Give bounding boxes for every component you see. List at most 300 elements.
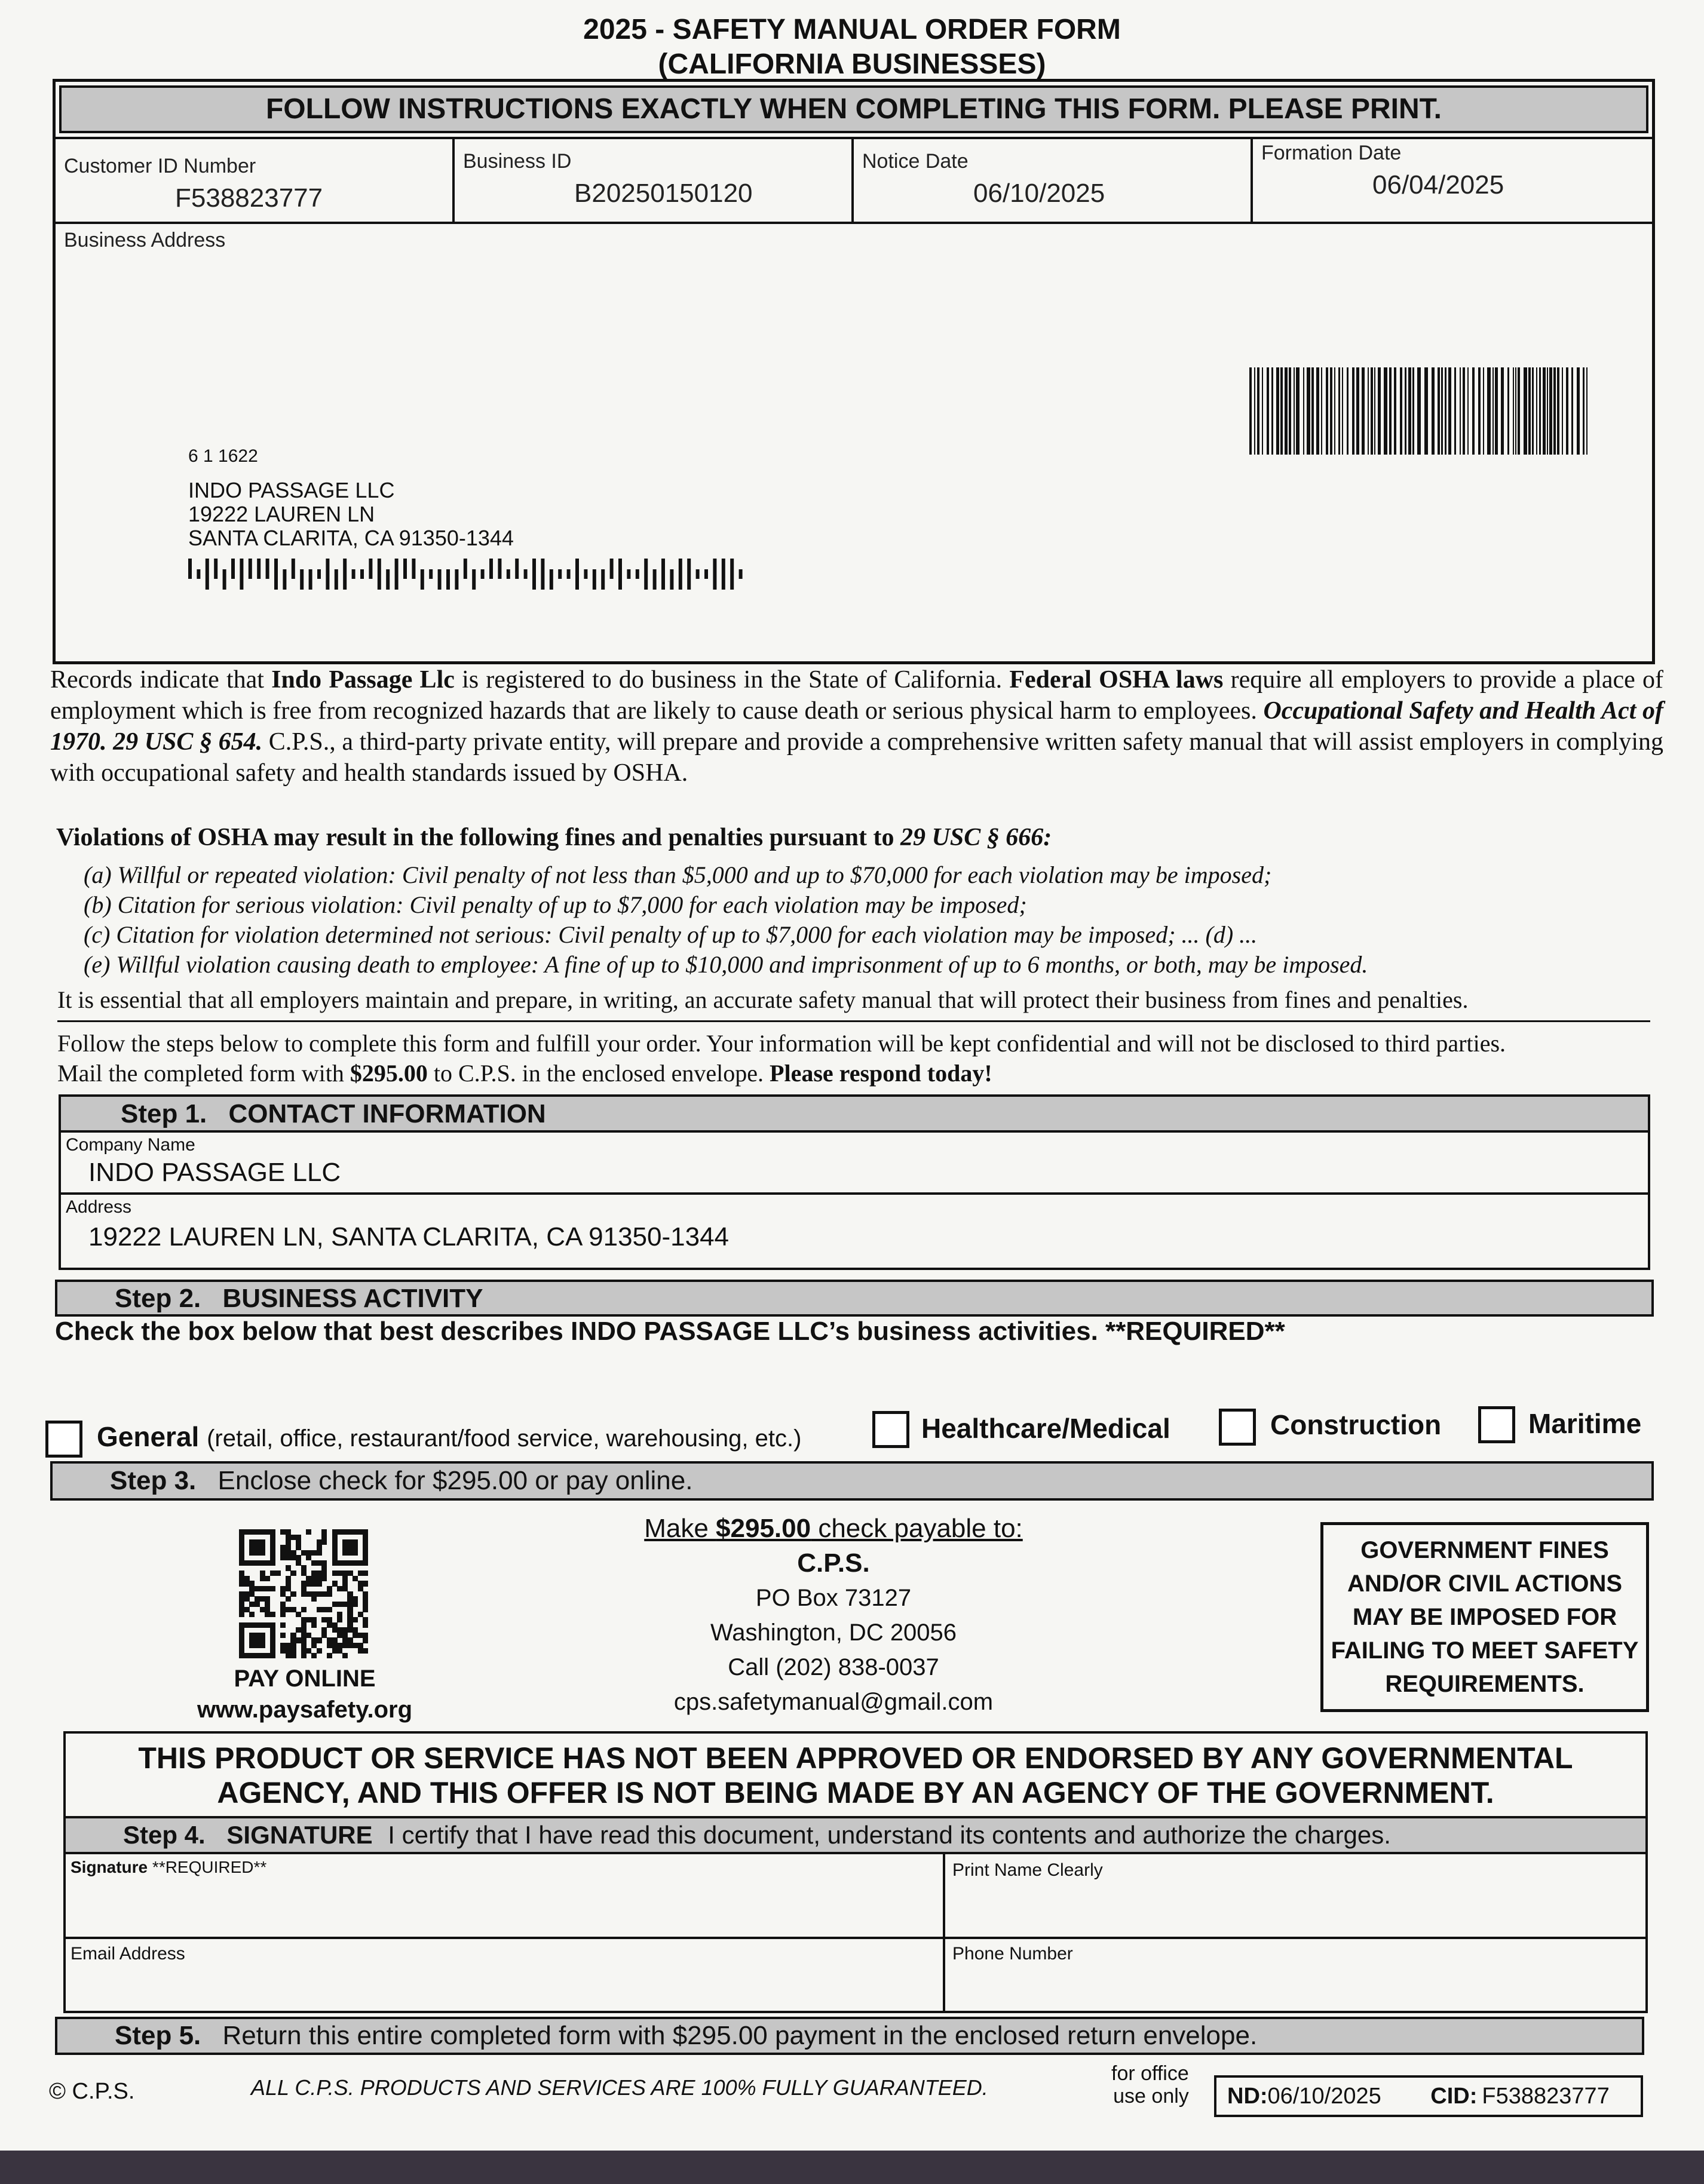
postal-barcode-bar (575, 559, 579, 590)
postal-barcode-bar (395, 559, 399, 590)
payee-name: C.P.S. (797, 1548, 870, 1578)
barcode-bar (1371, 367, 1373, 455)
mailing-address-line: 19222 LAUREN LN (188, 502, 375, 526)
postal-barcode-bar (472, 569, 476, 590)
formation-date-cell (1253, 139, 1652, 222)
form-subtitle: (CALIFORNIA BUSINESSES) (658, 48, 1046, 80)
follow-steps (57, 1029, 1506, 1088)
payable-amount: $295.00 (716, 1514, 811, 1543)
form-title: 2025 - SAFETY MANUAL ORDER FORM (583, 14, 1121, 45)
postal-barcode-bar (687, 559, 691, 590)
intro-company: Indo Passage Llc (271, 666, 455, 694)
postal-barcode-bar (317, 569, 321, 579)
barcode-bar (1515, 367, 1516, 455)
step2-bar (55, 1280, 1654, 1317)
postal-barcode-bar (335, 569, 338, 590)
step3-bar (50, 1461, 1654, 1501)
step4-bar (63, 1816, 1648, 1854)
follow-line (57, 1059, 1506, 1088)
qr-module (327, 1653, 332, 1658)
barcode-bar (1492, 367, 1494, 455)
qr-module (327, 1591, 332, 1597)
postal-barcode-bar (644, 559, 648, 590)
intro-text: require all employers to provide a place of employment which is free from recognized hazards that are likely to cause death or serious physical harm to employees. (50, 666, 1663, 725)
nd-value: 06/10/2025 (1267, 2084, 1381, 2109)
barcode-bar (1463, 367, 1465, 455)
follow-line: Follow the steps below to complete this form and fulfill your order. Your information will be kept confidential and will not be disclosed to third parties. (57, 1030, 1506, 1057)
postal-barcode-bar (412, 559, 415, 579)
disclaimer (66, 1741, 1645, 1810)
postal-barcode-bar (231, 559, 235, 579)
address-label: Address (66, 1197, 132, 1217)
qr-module (270, 1586, 275, 1591)
qr-module (290, 1570, 296, 1576)
barcode-bar (1432, 367, 1435, 455)
qr-module (327, 1607, 332, 1612)
qr-module (286, 1596, 291, 1602)
barcode-bar (1438, 367, 1440, 455)
barcode-bar (1296, 367, 1300, 455)
instruction-bar: FOLLOW INSTRUCTIONS EXACTLY WHEN COMPLETING THIS FORM. PLEASE PRINT. (59, 85, 1648, 133)
postal-barcode-bar (188, 559, 192, 579)
qr-module (290, 1591, 296, 1597)
violation-item: (c) Citation for violation determined not serious: Civil penalty of up to $7,000 for each violation may be imposed; ... (d) ... (84, 921, 1258, 948)
barcode-bar (1445, 367, 1446, 455)
postal-barcode-bar (240, 559, 243, 590)
intro-act: Occupational Safety and Health Act of 1970. 29 USC § 654. (50, 697, 1663, 756)
barcode-bar (1276, 367, 1279, 455)
follow-amount: $295.00 (350, 1060, 428, 1087)
postal-barcode-bar (438, 569, 442, 590)
email-field[interactable] (66, 1939, 945, 2011)
postal-barcode-bar (507, 569, 510, 579)
general-label: General (97, 1421, 200, 1452)
customer-id-value: F538823777 (175, 183, 323, 213)
qr-module (311, 1622, 317, 1628)
violations-list (84, 860, 1368, 980)
barcode-bar (1368, 367, 1369, 455)
healthcare-label: Healthcare/Medical (921, 1413, 1170, 1444)
qr-module (342, 1653, 348, 1658)
barcode-bar (1280, 367, 1283, 455)
formation-date-label: Formation Date (1261, 142, 1402, 164)
postal-barcode-bar (274, 559, 278, 590)
violations-heading-text: Violations of OSHA may result in the following fines and penalties pursuant to (56, 824, 901, 851)
postal-barcode-bar (429, 569, 433, 579)
barcode-bar (1316, 367, 1319, 455)
barcode-bar (1518, 367, 1520, 455)
postal-barcode-bar (661, 559, 665, 590)
postal-barcode-bar (532, 559, 536, 590)
intro-law: Federal OSHA laws (1009, 666, 1224, 694)
barcode-bar (1562, 367, 1563, 455)
qr-module (239, 1612, 244, 1617)
postal-barcode-bar (636, 569, 639, 579)
postal-barcode-bar (446, 569, 450, 590)
postal-barcode-bar (386, 569, 390, 590)
qr-module (353, 1617, 358, 1622)
postal-barcode-bar (223, 569, 226, 590)
barcode-bar (1400, 367, 1402, 455)
signature-required: **REQUIRED** (152, 1858, 267, 1876)
general-note: (retail, office, restaurant/food service, warehousing, etc.) (207, 1425, 802, 1452)
payee-city: Washington, DC 20056 (710, 1619, 957, 1646)
intro-text: C.P.S., a third-party private entity, will prepare and provide a comprehensive written safety manual that will assist employers in complying with occupational safety and health standards issued by OSHA. (50, 728, 1664, 787)
qr-module (306, 1529, 311, 1535)
qr-code[interactable] (239, 1529, 368, 1658)
mailing-address-line: SANTA CLARITA, CA 91350-1344 (188, 526, 514, 550)
pay-online-label: PAY ONLINE (234, 1665, 376, 1692)
barcode-bar (1495, 367, 1498, 455)
barcode-bar (1408, 367, 1411, 455)
barcode-bar (1441, 367, 1443, 455)
qr-module (280, 1622, 286, 1628)
email-label: Email Address (71, 1944, 185, 1964)
step4-number: Step 4. (123, 1821, 206, 1849)
mailing-address-line: INDO PASSAGE LLC (188, 478, 395, 502)
business-address-label: Business Address (64, 229, 226, 251)
qr-module (280, 1633, 286, 1638)
payee-block (597, 1511, 1069, 1719)
qr-module (311, 1596, 317, 1602)
postal-barcode-bar (730, 559, 734, 590)
barcode-bar (1249, 367, 1252, 455)
phone-label: Phone Number (952, 1944, 1073, 1964)
postal-barcode-bar (627, 569, 630, 579)
qr-module (363, 1570, 368, 1576)
postal-barcode-bar (292, 559, 295, 579)
notice-date-value: 06/10/2025 (973, 179, 1105, 208)
respond-today: Please respond today! (770, 1060, 992, 1087)
barcode-bar (1549, 367, 1552, 455)
postal-barcode (188, 559, 750, 590)
violations-heading (56, 823, 1052, 852)
maritime-label: Maritime (1528, 1408, 1642, 1439)
barcode-bar (1557, 367, 1559, 455)
qr-module (321, 1539, 327, 1545)
pay-online-block (179, 1663, 430, 1725)
barcode-bar (1501, 367, 1504, 455)
barcode-bar (1271, 367, 1273, 455)
qr-module (317, 1581, 322, 1586)
customer-id-cell (56, 139, 455, 222)
postal-barcode-bar (283, 569, 286, 590)
postal-barcode-bar (378, 559, 381, 590)
office-line: use only (1113, 2085, 1189, 2108)
step1-bar (59, 1094, 1650, 1133)
barcode-bar (1294, 367, 1295, 455)
address-value: 19222 LAUREN LN, SANTA CLARITA, CA 91350-1344 (88, 1222, 730, 1251)
barcode-bar (1257, 367, 1259, 455)
postal-barcode-bar (455, 569, 458, 590)
healthcare-checkbox[interactable] (872, 1411, 909, 1448)
postal-barcode-bar (558, 569, 562, 579)
postal-barcode-bar (369, 559, 372, 579)
office-use-note (1111, 2062, 1189, 2108)
formation-date-value: 06/04/2025 (1372, 170, 1504, 200)
step5-text: Return this entire completed form with $295.00 payment in the enclosed return envelope. (222, 2021, 1258, 2050)
company-name-field[interactable] (61, 1133, 1648, 1195)
step1-fields (59, 1130, 1650, 1270)
warning-box (1320, 1522, 1649, 1712)
postal-barcode-bar (739, 569, 743, 579)
barcode-bar (1460, 367, 1461, 455)
qr-module (260, 1550, 265, 1556)
postal-barcode-bar (593, 569, 596, 590)
barcode-bar (1321, 367, 1322, 455)
payee-phone: Call (202) 838-0037 (728, 1654, 939, 1680)
postal-barcode-bar (670, 569, 673, 590)
maritime-checkbox[interactable] (1478, 1406, 1515, 1443)
background-surface (0, 2151, 1704, 2184)
barcode-bar (1577, 367, 1580, 455)
barcode-bar (1262, 367, 1263, 455)
barcode-bar (1347, 367, 1349, 455)
postal-barcode-bar (300, 569, 304, 590)
mailing-address (188, 478, 514, 550)
business-id-label: Business ID (463, 150, 572, 173)
payable-text: check payable to: (811, 1514, 1023, 1543)
postal-barcode-bar (584, 569, 587, 579)
barcode-bar (1303, 367, 1304, 455)
barcode-bar (1374, 367, 1375, 455)
qr-module (301, 1653, 307, 1658)
step4-title: SIGNATURE (226, 1821, 373, 1849)
barcode-bar (1394, 367, 1396, 455)
pay-online-url[interactable]: www.paysafety.org (197, 1697, 413, 1723)
barcode-bar (1454, 367, 1456, 455)
qr-module (301, 1607, 307, 1612)
warning-line: FAILING TO MEET SAFETY (1331, 1637, 1639, 1664)
violation-item: (a) Willful or repeated violation: Civil penalty of not less than $5,000 and up to $70,000 for each violation may be imposed; (84, 861, 1272, 888)
barcode-bar (1307, 367, 1310, 455)
signature-label-row (71, 1858, 266, 1877)
step2-number: Step 2. (115, 1284, 201, 1313)
postal-barcode-bar (610, 559, 614, 579)
intro-text: is registered to do business in the State of California. (454, 666, 1010, 694)
qr-module (363, 1581, 368, 1586)
barcode-bar (1487, 367, 1491, 455)
business-id-value: B20250150120 (574, 179, 753, 208)
disclaimer-line: THIS PRODUCT OR SERVICE HAS NOT BEEN APPROVED OR ENDORSED BY ANY GOVERNMENTAL (138, 1741, 1573, 1775)
barcode-bar (1378, 367, 1381, 455)
signature-field[interactable] (66, 1854, 945, 1939)
intro-text: Records indicate that (50, 666, 272, 694)
payable-line (597, 1511, 1069, 1546)
step5-bar (55, 2017, 1644, 2055)
barcode-bar (1424, 367, 1428, 455)
postal-barcode-bar (481, 569, 485, 579)
postal-barcode-bar (550, 569, 553, 590)
postal-barcode-bar (421, 569, 424, 590)
business-id-cell (455, 139, 854, 222)
barcode-bar (1412, 367, 1414, 455)
qr-module (321, 1576, 327, 1581)
qr-module (317, 1550, 322, 1556)
barcode-bar (1513, 367, 1514, 455)
guarantee: ALL C.P.S. PRODUCTS AND SERVICES ARE 100% FULLY GUARANTEED. (251, 2075, 988, 2100)
barcode-bar (1583, 367, 1585, 455)
barcode-bar (1543, 367, 1546, 455)
general-option (97, 1421, 801, 1453)
barcode-bar (1528, 367, 1531, 455)
payee-email: cps.safetymanual@gmail.com (673, 1689, 994, 1715)
postal-barcode-bar (696, 569, 700, 579)
qr-module (270, 1612, 275, 1617)
barcode-bar (1384, 367, 1387, 455)
postal-barcode-bar (326, 559, 329, 590)
qr-module (363, 1560, 368, 1566)
step3-text: Enclose check for $295.00 or pay online. (217, 1466, 693, 1495)
construction-label: Construction (1270, 1409, 1442, 1440)
barcode-bar (1362, 367, 1365, 455)
step3-number: Step 3. (110, 1466, 197, 1495)
company-name-label: Company Name (66, 1135, 195, 1155)
qr-module (260, 1643, 265, 1648)
qr-module (353, 1602, 358, 1607)
postal-barcode-bar (524, 569, 528, 579)
warning-line: GOVERNMENT FINES (1360, 1537, 1609, 1563)
barcode-bar (1338, 367, 1340, 455)
postal-barcode-bar (713, 559, 716, 590)
barcode-bar (1334, 367, 1335, 455)
intro-paragraph (50, 664, 1663, 789)
barcode-bar (1483, 367, 1484, 455)
warning-line: MAY BE IMPOSED FOR (1352, 1604, 1617, 1630)
postal-barcode-bar (541, 559, 544, 590)
barcode-bar (1524, 367, 1527, 455)
barcode-bar (1553, 367, 1556, 455)
qr-module (337, 1617, 342, 1622)
qr-module (249, 1612, 255, 1617)
company-name-value: INDO PASSAGE LLC (88, 1158, 341, 1187)
qr-module (353, 1550, 358, 1556)
barcode-bar (1405, 367, 1406, 455)
barcode-bar (1586, 367, 1587, 455)
print-name-field[interactable] (945, 1854, 1645, 1939)
phone-field[interactable] (945, 1939, 1645, 2011)
step1-number: Step 1. (121, 1099, 207, 1128)
postal-barcode-bar (266, 559, 269, 579)
barcode-bar (1417, 367, 1421, 455)
step5-number: Step 5. (115, 2021, 201, 2050)
barcode-bar (1448, 367, 1451, 455)
mailing-code: 6 1 1622 (188, 446, 258, 466)
barcode-bar (1330, 367, 1332, 455)
qr-module (363, 1622, 368, 1628)
barcode-bar (1547, 367, 1548, 455)
payable-text: Make (644, 1514, 716, 1543)
divider (57, 1020, 1650, 1022)
postal-barcode-bar (498, 559, 501, 579)
general-checkbox[interactable] (45, 1421, 82, 1458)
id-row (56, 137, 1652, 224)
step2-title: BUSINESS ACTIVITY (222, 1284, 483, 1313)
follow-text: Mail the completed form with (57, 1060, 350, 1087)
print-name-label: Print Name Clearly (952, 1860, 1103, 1880)
postal-barcode-bar (489, 559, 493, 579)
postal-barcode-bar (343, 559, 347, 590)
construction-checkbox[interactable] (1219, 1409, 1256, 1446)
warning-line: REQUIREMENTS. (1385, 1671, 1585, 1697)
postal-barcode-bar (567, 569, 571, 579)
postal-barcode-bar (601, 569, 605, 590)
postal-barcode-bar (618, 559, 622, 590)
barcode-bar (1467, 367, 1469, 455)
barcode-bar (1267, 367, 1269, 455)
qr-module (280, 1612, 286, 1617)
postal-barcode-bar (206, 559, 209, 590)
copyright: © C.P.S. (49, 2079, 135, 2104)
office-line: for office (1111, 2062, 1189, 2085)
qr-module (317, 1648, 322, 1654)
cid-label: CID: (1430, 2084, 1478, 2109)
postal-barcode-bar (309, 569, 312, 590)
violation-item: (e) Willful violation causing death to employee: A fine of up to $10,000 and imprisonment of up to 6 months, or both, may be imposed. (84, 951, 1368, 978)
barcode-bar (1326, 367, 1328, 455)
follow-text: to C.P.S. in the enclosed envelope. (427, 1060, 770, 1087)
step2-instruction: Check the box below that best describes INDO PASSAGE LLC’s business activities. **REQUIRED** (55, 1317, 1285, 1346)
signature-label: Signature (71, 1858, 148, 1876)
postal-barcode-bar (653, 569, 657, 590)
violations-citation: 29 USC § 666: (900, 824, 1052, 851)
disclaimer-line: AGENCY, AND THIS OFFER IS NOT BEING MADE BY AN AGENCY OF THE GOVERNMENT. (217, 1776, 1494, 1809)
office-use-box (1214, 2075, 1643, 2117)
qr-module (275, 1570, 280, 1576)
barcode-bar (1254, 367, 1255, 455)
postal-barcode-bar (197, 569, 200, 579)
postal-barcode-bar (704, 569, 708, 579)
violation-item: (b) Citation for serious violation: Civil penalty of up to $7,000 for each violation may be imposed; (84, 891, 1027, 918)
qr-module (270, 1560, 275, 1566)
postal-barcode-bar (679, 559, 682, 590)
postal-barcode-bar (257, 559, 260, 579)
qr-module (270, 1653, 275, 1658)
qr-module (317, 1637, 322, 1643)
header-box (53, 79, 1655, 664)
notice-date-cell (854, 139, 1253, 222)
qr-module (290, 1653, 296, 1658)
barcode-bar (1289, 367, 1291, 455)
notice-date-label: Notice Date (862, 150, 969, 173)
qr-module (363, 1648, 368, 1654)
address-field[interactable] (61, 1195, 1648, 1268)
warning-line: AND/OR CIVIL ACTIONS (1347, 1570, 1623, 1597)
qr-module (265, 1576, 270, 1581)
payee-po-box: PO Box 73127 (755, 1585, 912, 1611)
barcode-bar (1532, 367, 1534, 455)
barcode-bar (1342, 367, 1343, 455)
barcode-bar (1285, 367, 1288, 455)
qr-module (363, 1637, 368, 1643)
barcode-bar (1566, 367, 1568, 455)
barcode-bar (1536, 367, 1537, 455)
barcode (1249, 367, 1590, 455)
postal-barcode-bar (352, 569, 355, 579)
step4-text: I certify that I have read this document, understand its contents and authorize the charges. (388, 1821, 1391, 1849)
essential-text: It is essential that all employers maintain and prepare, in writing, an accurate safety manual that will protect their business from fines and penalties. (57, 986, 1469, 1013)
postal-barcode-bar (403, 559, 407, 579)
barcode-bar (1539, 367, 1541, 455)
barcode-bar (1507, 367, 1509, 455)
barcode-bar (1478, 367, 1481, 455)
postal-barcode-bar (249, 559, 252, 579)
barcode-bar (1571, 367, 1573, 455)
barcode-bar (1389, 367, 1392, 455)
barcode-bar (1356, 367, 1359, 455)
barcode-bar (1472, 367, 1475, 455)
barcode-bar (1311, 367, 1314, 455)
